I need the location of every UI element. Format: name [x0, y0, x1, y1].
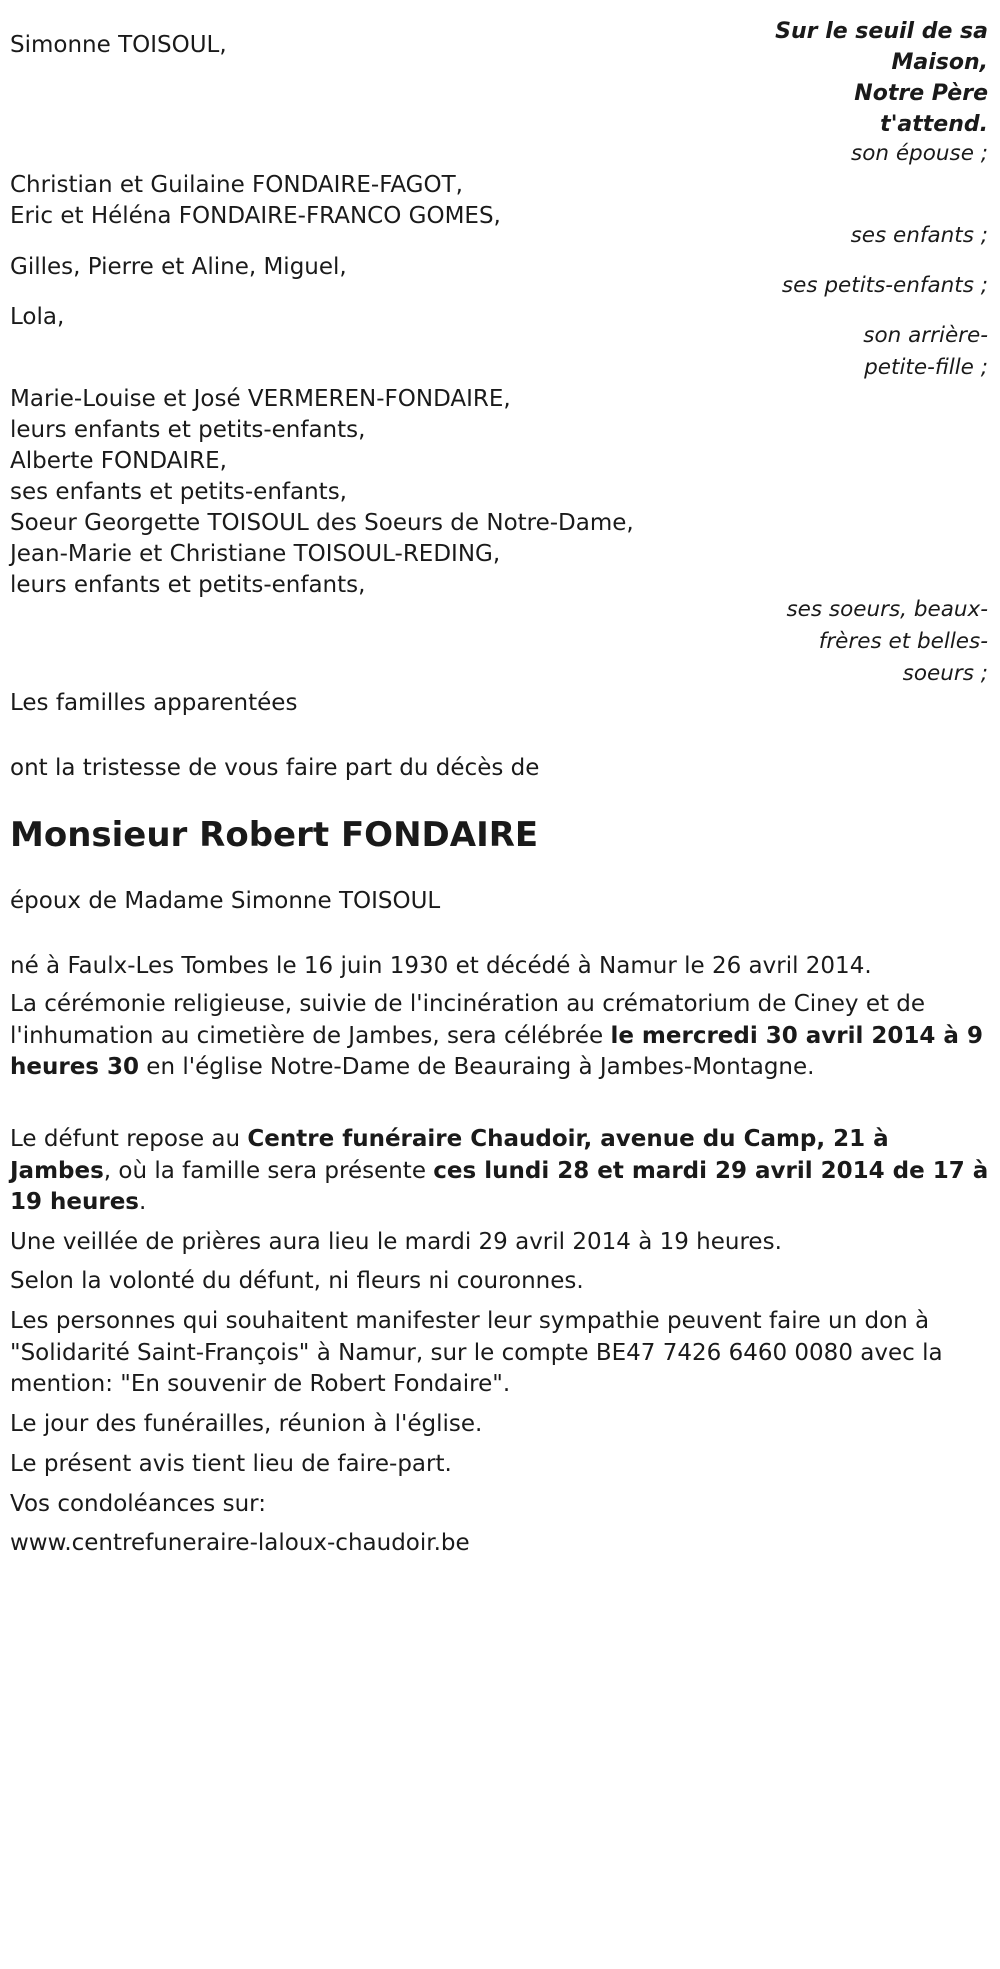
family-name-line: Christian et Guilaine FONDAIRE-FAGOT,	[10, 172, 463, 198]
family-name-line: leurs enfants et petits-enfants,	[10, 417, 366, 443]
epitaph-quote	[775, 16, 988, 140]
family-name-line: Lola,	[10, 304, 65, 330]
relation-line: ses soeurs, beaux-	[786, 597, 988, 622]
family-name-line: Soeur Georgette TOISOUL des Soeurs de Notre-Dame,	[10, 510, 634, 536]
family-name-line: Eric et Héléna FONDAIRE-FRANCO GOMES,	[10, 203, 501, 229]
relation-line: petite-fille ;	[864, 355, 988, 380]
ceremony-date: le mercredi 30 avril 2014 à 9 heures 30	[10, 1022, 983, 1080]
relation-line: son arrière-	[863, 323, 988, 348]
family-name-line: Simonne TOISOUL,	[10, 32, 227, 58]
family-relation	[851, 138, 988, 170]
quote-line: Maison,	[891, 50, 988, 75]
family-names	[10, 30, 227, 61]
family-names	[10, 384, 634, 601]
family-name-line: Gilles, Pierre et Aline, Miguel,	[10, 254, 347, 280]
notice-line: Le présent avis tient lieu de faire-part.	[10, 1451, 452, 1477]
family-names	[10, 252, 347, 283]
family-relation	[851, 220, 988, 252]
flowers-line: Selon la volonté du défunt, ni fleurs ni couronnes.	[10, 1268, 584, 1294]
family-relation	[863, 320, 988, 384]
repose-text: , où la famille sera présente	[103, 1157, 434, 1184]
funeral-day-line: Le jour des funérailles, réunion à l'église.	[10, 1411, 483, 1437]
ceremony-text: en l'église Notre-Dame de Beauraing à Jambes-Montagne.	[139, 1054, 815, 1080]
relation-line: soeurs ;	[902, 661, 988, 686]
family-relation	[782, 270, 988, 302]
relation-line: ses enfants ;	[850, 223, 988, 248]
family-names	[10, 302, 64, 333]
website-link[interactable]: www.centrefuneraire-laloux-chaudoir.be	[10, 1530, 470, 1556]
vigil-line: Une veillée de prières aura lieu le mardi 29 avril 2014 à 19 heures.	[10, 1229, 782, 1255]
quote-line: Sur le seuil de sa	[775, 19, 988, 44]
quote-line: Notre Père	[854, 81, 988, 106]
quote-line: t'attend.	[880, 112, 988, 137]
repose-paragraph	[10, 1124, 990, 1219]
family-relation	[786, 594, 988, 690]
ceremony-text: La cérémonie religieuse, suivie de l'incinération au crématorium de Ciney et de l'inhumation au cimetière de Jambes, sera célébrée	[10, 991, 926, 1049]
family-name-line: Marie-Louise et José VERMEREN-FONDAIRE,	[10, 386, 511, 412]
family-name-line: ses enfants et petits-enfants,	[10, 479, 347, 505]
family-names	[10, 170, 501, 232]
repose-location: Centre funéraire Chaudoir, avenue du Camp, 21 à Jambes	[10, 1126, 889, 1184]
family-name-line: leurs enfants et petits-enfants,	[10, 572, 366, 598]
relation-line: frères et belles-	[818, 629, 988, 654]
family-name-line: Alberte FONDAIRE,	[10, 448, 227, 474]
donation-paragraph: Les personnes qui souhaitent manifester leur sympathie peuvent faire un don à "Solidarité Saint-François" à Namur, sur le compte BE47 7426 6460 0080 avec la mention: "En souvenir de Robert Fondaire".	[10, 1308, 943, 1397]
deceased-name: Monsieur Robert FONDAIRE	[10, 815, 539, 855]
condolences-label: Vos condoléances sur:	[10, 1491, 266, 1517]
related-families: Les familles apparentées	[10, 690, 298, 716]
relation-line: son épouse ;	[851, 141, 988, 166]
birth-death-line: né à Faulx-Les Tombes le 16 juin 1930 et décédé à Namur le 26 avril 2014.	[10, 953, 872, 979]
spouse-line: époux de Madame Simonne TOISOUL	[10, 888, 441, 914]
family-name-line: Jean-Marie et Christiane TOISOUL-REDING,	[10, 541, 501, 567]
ceremony-paragraph	[10, 989, 990, 1084]
repose-text: .	[139, 1189, 147, 1215]
repose-dates: ces lundi 28 et mardi 29 avril 2014 de 17 à 19 heures	[10, 1157, 989, 1215]
repose-text: Le défunt repose au	[10, 1126, 248, 1152]
announcement-text: ont la tristesse de vous faire part du décès de	[10, 755, 540, 781]
relation-line: ses petits-enfants ;	[781, 273, 988, 298]
